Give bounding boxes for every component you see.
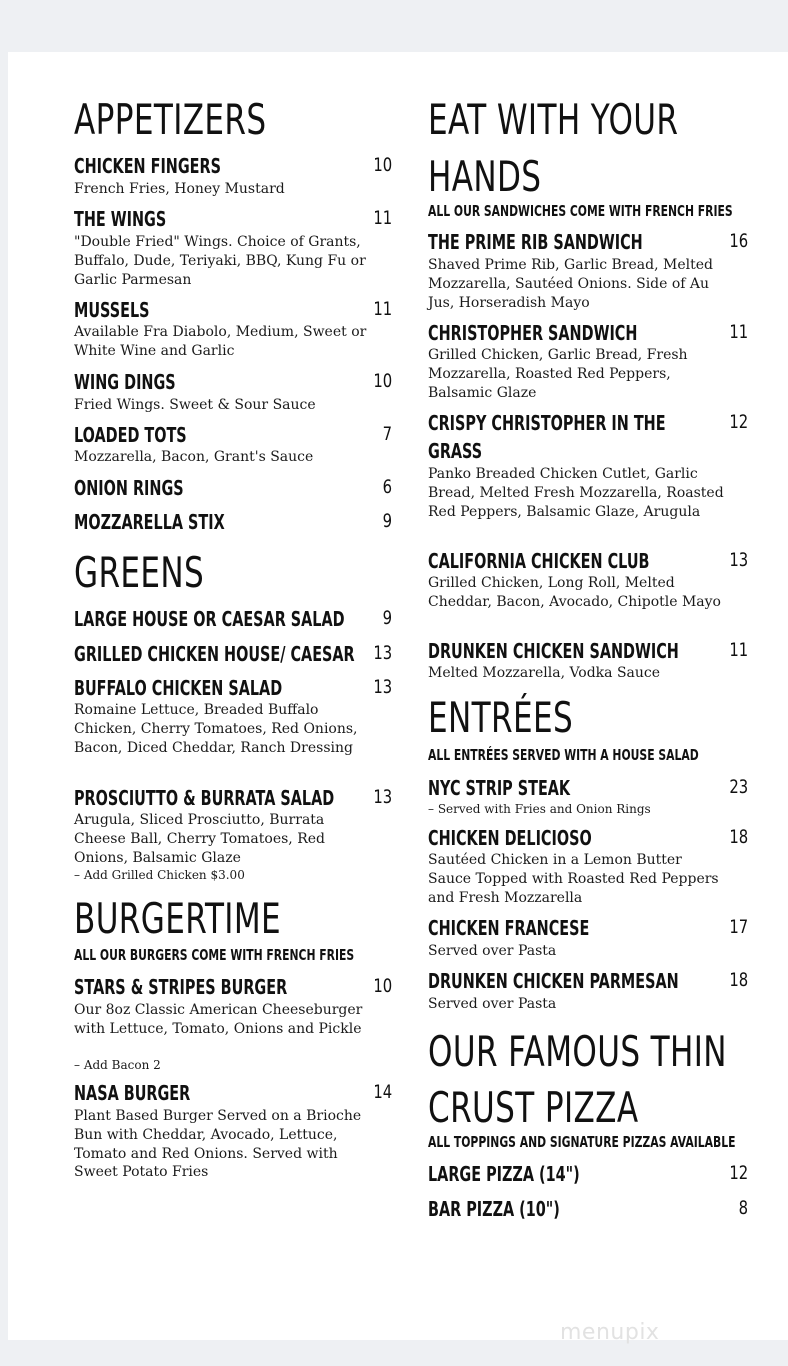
item-name: THE WINGS bbox=[74, 207, 167, 231]
item-price: 8 bbox=[738, 1197, 748, 1219]
watermark-logo: menupix bbox=[560, 1320, 660, 1345]
item-price: 11 bbox=[373, 298, 392, 320]
menu-page bbox=[8, 52, 788, 1345]
item-name: THE PRIME RIB SANDWICH bbox=[428, 230, 643, 254]
item-description: Mozzarella, Bacon, Grant's Sauce bbox=[74, 449, 314, 465]
item-description: Romaine Lettuce, Breaded Buffalo Chicken, Cherry Tomatoes, Red Onions, Bacon, Diced Cheddar, Ranch Dressing bbox=[74, 702, 358, 756]
item-name: PROSCIUTTO & BURRATA SALAD bbox=[74, 786, 335, 810]
item-description: Panko Breaded Chicken Cutlet, Garlic Bread, Melted Fresh Mozzarella, Roasted Red Peppers, Balsamic Glaze, Arugula bbox=[428, 466, 724, 520]
item-name: LOADED TOTS bbox=[74, 423, 187, 447]
item-price: 10 bbox=[373, 370, 392, 392]
item-addon: – Add Bacon 2 bbox=[74, 1058, 161, 1072]
item-name: LARGE PIZZA (14") bbox=[428, 1162, 580, 1186]
item-name: LARGE HOUSE OR CAESAR SALAD bbox=[74, 607, 345, 631]
item-price: 10 bbox=[373, 154, 392, 176]
item-name: CHICKEN DELICIOSO bbox=[428, 826, 592, 850]
item-price: 10 bbox=[373, 975, 392, 997]
item-price: 23 bbox=[729, 776, 748, 798]
item-price: 6 bbox=[382, 476, 392, 498]
item-price: 13 bbox=[373, 642, 392, 664]
item-description: French Fries, Honey Mustard bbox=[74, 181, 285, 197]
item-price: 17 bbox=[729, 916, 748, 938]
item-addon: – Served with Fries and Onion Rings bbox=[428, 802, 651, 816]
section-title-appetizers: APPETIZERS bbox=[74, 95, 267, 144]
section-title-pizza-line2: CRUST PIZZA bbox=[428, 1083, 639, 1132]
item-name: CHRISTOPHER SANDWICH bbox=[428, 321, 638, 345]
item-name: WING DINGS bbox=[74, 370, 176, 394]
item-name: ONION RINGS bbox=[74, 476, 184, 500]
item-name: CHICKEN FRANCESE bbox=[428, 916, 590, 940]
item-name-line2: GRASS bbox=[428, 439, 483, 463]
item-description: Grilled Chicken, Garlic Bread, Fresh Mozzarella, Roasted Red Peppers, Balsamic Glaze bbox=[428, 347, 688, 401]
item-name: CHICKEN FINGERS bbox=[74, 154, 221, 178]
item-description: "Double Fried" Wings. Choice of Grants, Buffalo, Dude, Teriyaki, BBQ, Kung Fu or Garlic Parmesan bbox=[74, 234, 366, 288]
section-note: ALL OUR SANDWICHES COME WITH FRENCH FRIES bbox=[428, 202, 733, 220]
item-name-line1: CRISPY CHRISTOPHER IN THE bbox=[428, 411, 666, 435]
item-name: DRUNKEN CHICKEN SANDWICH bbox=[428, 639, 679, 663]
section-title-hands-line1: EAT WITH YOUR bbox=[428, 95, 679, 144]
item-description: Available Fra Diabolo, Medium, Sweet or White Wine and Garlic bbox=[74, 324, 367, 359]
item-price: 18 bbox=[729, 969, 748, 991]
section-title-greens: GREENS bbox=[74, 548, 205, 597]
item-name: NASA BURGER bbox=[74, 1081, 191, 1105]
section-title-entrees: ENTRÉES bbox=[428, 693, 574, 742]
item-price: 11 bbox=[729, 639, 748, 661]
item-price: 14 bbox=[373, 1081, 392, 1103]
item-price: 13 bbox=[729, 549, 748, 571]
section-note: ALL ENTRÉES SERVED WITH A HOUSE SALAD bbox=[428, 746, 699, 764]
section-title-pizza-line1: OUR FAMOUS THIN bbox=[428, 1027, 727, 1076]
item-description: Melted Mozzarella, Vodka Sauce bbox=[428, 665, 661, 681]
item-name: BUFFALO CHICKEN SALAD bbox=[74, 676, 283, 700]
item-price: 11 bbox=[729, 321, 748, 343]
item-price: 18 bbox=[729, 826, 748, 848]
item-price: 11 bbox=[373, 207, 392, 229]
item-name: STARS & STRIPES BURGER bbox=[74, 975, 288, 999]
item-name: NYC STRIP STEAK bbox=[428, 776, 571, 800]
item-name: CALIFORNIA CHICKEN CLUB bbox=[428, 549, 650, 573]
item-price: 13 bbox=[373, 786, 392, 808]
item-price: 7 bbox=[382, 423, 392, 445]
item-name: MUSSELS bbox=[74, 298, 150, 322]
item-price: 9 bbox=[382, 607, 392, 629]
item-name: GRILLED CHICKEN HOUSE/ CAESAR bbox=[74, 642, 355, 666]
item-description: Grilled Chicken, Long Roll, Melted Cheddar, Bacon, Avocado, Chipotle Mayo bbox=[428, 575, 721, 610]
section-title-hands-line2: HANDS bbox=[428, 152, 542, 201]
item-description: Shaved Prime Rib, Garlic Bread, Melted Mozzarella, Sautéed Onions. Side of Au Jus, Horseradish Mayo bbox=[428, 257, 713, 311]
item-price: 16 bbox=[729, 230, 748, 252]
section-title-burgertime: BURGERTIME bbox=[74, 894, 282, 943]
item-description: Our 8oz Classic American Cheeseburger with Lettuce, Tomato, Onions and Pickle bbox=[74, 1002, 363, 1037]
item-description: Sautéed Chicken in a Lemon Butter Sauce Topped with Roasted Red Peppers and Fresh Mozzarella bbox=[428, 852, 719, 906]
section-note: ALL OUR BURGERS COME WITH FRENCH FRIES bbox=[74, 946, 355, 964]
item-price: 12 bbox=[729, 411, 748, 433]
item-description: Plant Based Burger Served on a Brioche Bun with Cheddar, Avocado, Lettuce, Tomato and Red Onions. Served with Sweet Potato Fries bbox=[74, 1108, 362, 1181]
item-price: 13 bbox=[373, 676, 392, 698]
item-description: Arugula, Sliced Prosciutto, Burrata Cheese Ball, Cherry Tomatoes, Red Onions, Balsamic Glaze bbox=[74, 812, 325, 866]
section-note: ALL TOPPINGS AND SIGNATURE PIZZAS AVAILABLE bbox=[428, 1133, 736, 1151]
item-description: Served over Pasta bbox=[428, 943, 557, 959]
item-price: 12 bbox=[729, 1162, 748, 1184]
item-description: Served over Pasta bbox=[428, 996, 557, 1012]
item-name: MOZZARELLA STIX bbox=[74, 510, 225, 534]
item-price: 9 bbox=[382, 510, 392, 532]
item-addon: – Add Grilled Chicken $3.00 bbox=[74, 868, 245, 882]
item-name: BAR PIZZA (10") bbox=[428, 1197, 560, 1221]
item-name: DRUNKEN CHICKEN PARMESAN bbox=[428, 969, 679, 993]
item-description: Fried Wings. Sweet & Sour Sauce bbox=[74, 397, 316, 413]
